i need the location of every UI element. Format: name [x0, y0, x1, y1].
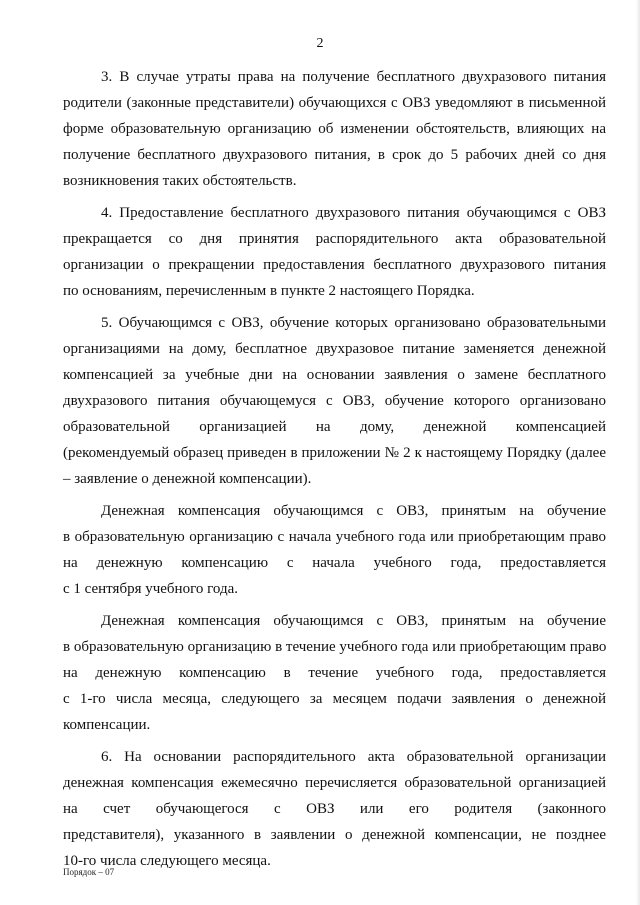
text-line: Денежная компенсация обучающимся с ОВЗ, принятым на обучение [101, 503, 606, 519]
text-line: получение бесплатного двухразового питания, в срок до 5 рабочих дней со дня [63, 147, 606, 163]
text-line: возникновения таких обстоятельств. [63, 173, 297, 189]
text-line: представителя), указанного в заявлении о денежной компенсации, не позднее [63, 827, 606, 843]
text-line: на денежную компенсацию в течение учебного года, предоставляется [63, 665, 606, 681]
text-line: 5. Обучающимся с ОВЗ, обучение которых организовано образовательными [101, 315, 606, 331]
text-line: денежная компенсация ежемесячно перечисляется образовательной организацией [63, 775, 606, 791]
scan-edge-shadow [636, 0, 640, 905]
document-body [63, 64, 606, 880]
text-line: на денежную компенсацию с начала учебного года, предоставляется [63, 555, 606, 571]
text-line: с 1 сентября учебного года. [63, 581, 238, 597]
text-line: 4. Предоставление бесплатного двухразового питания обучающимся с ОВЗ [101, 205, 606, 221]
text-line: на счет обучающегося с ОВЗ или его родителя (законного [63, 801, 606, 817]
text-line: организациями на дому, бесплатное двухразовое питание заменяется денежной [63, 341, 606, 357]
text-line: организации о прекращении предоставления бесплатного двухразового питания [63, 257, 606, 273]
document-footer: Порядок – 07 [63, 867, 115, 877]
paragraph-5 [63, 310, 606, 492]
text-line: в образовательную организацию с начала учебного года или приобретающим право [63, 529, 606, 545]
paragraph-4 [63, 200, 606, 304]
text-line: в образовательную организацию в течение учебного года или приобретающим право [63, 639, 607, 655]
text-line: Денежная компенсация обучающимся с ОВЗ, принятым на обучение [101, 613, 606, 629]
text-line: компенсацией за учебные дни на основании заявления о замене бесплатного [63, 367, 606, 383]
page-number: 2 [316, 36, 324, 51]
text-line: образовательной организацией на дому, денежной компенсацией [63, 419, 606, 435]
text-line: форме образовательную организацию об изменении обстоятельств, влияющих на [63, 121, 606, 137]
paragraph-3 [63, 64, 606, 194]
text-line: – заявление о денежной компенсации). [63, 471, 312, 487]
text-line: 6. На основании распорядительного акта образовательной организации [101, 749, 606, 765]
text-line: двухразового питания обучающемуся с ОВЗ, обучение которого организовано [63, 393, 606, 409]
text-line: (рекомендуемый образец приведен в приложении № 2 к настоящему Порядку (далее [63, 445, 606, 461]
text-line: по основаниям, перечисленным в пункте 2 настоящего Порядка. [63, 283, 475, 299]
paragraph-compensation-during-year [63, 608, 606, 738]
text-line: с 1-го числа месяца, следующего за месяцем подачи заявления о денежной [63, 691, 606, 707]
text-line: компенсации. [63, 717, 151, 733]
paragraph-6 [63, 744, 606, 874]
text-line: 10-го числа следующего месяца. [63, 853, 271, 869]
text-line: 3. В случае утраты права на получение бесплатного двухразового питания [101, 69, 606, 85]
text-line: родители (законные представители) обучающихся с ОВЗ уведомляют в письменной [63, 95, 606, 111]
text-line: прекращается со дня принятия распорядительного акта образовательной [63, 231, 606, 247]
paragraph-compensation-start-of-year [63, 498, 606, 602]
